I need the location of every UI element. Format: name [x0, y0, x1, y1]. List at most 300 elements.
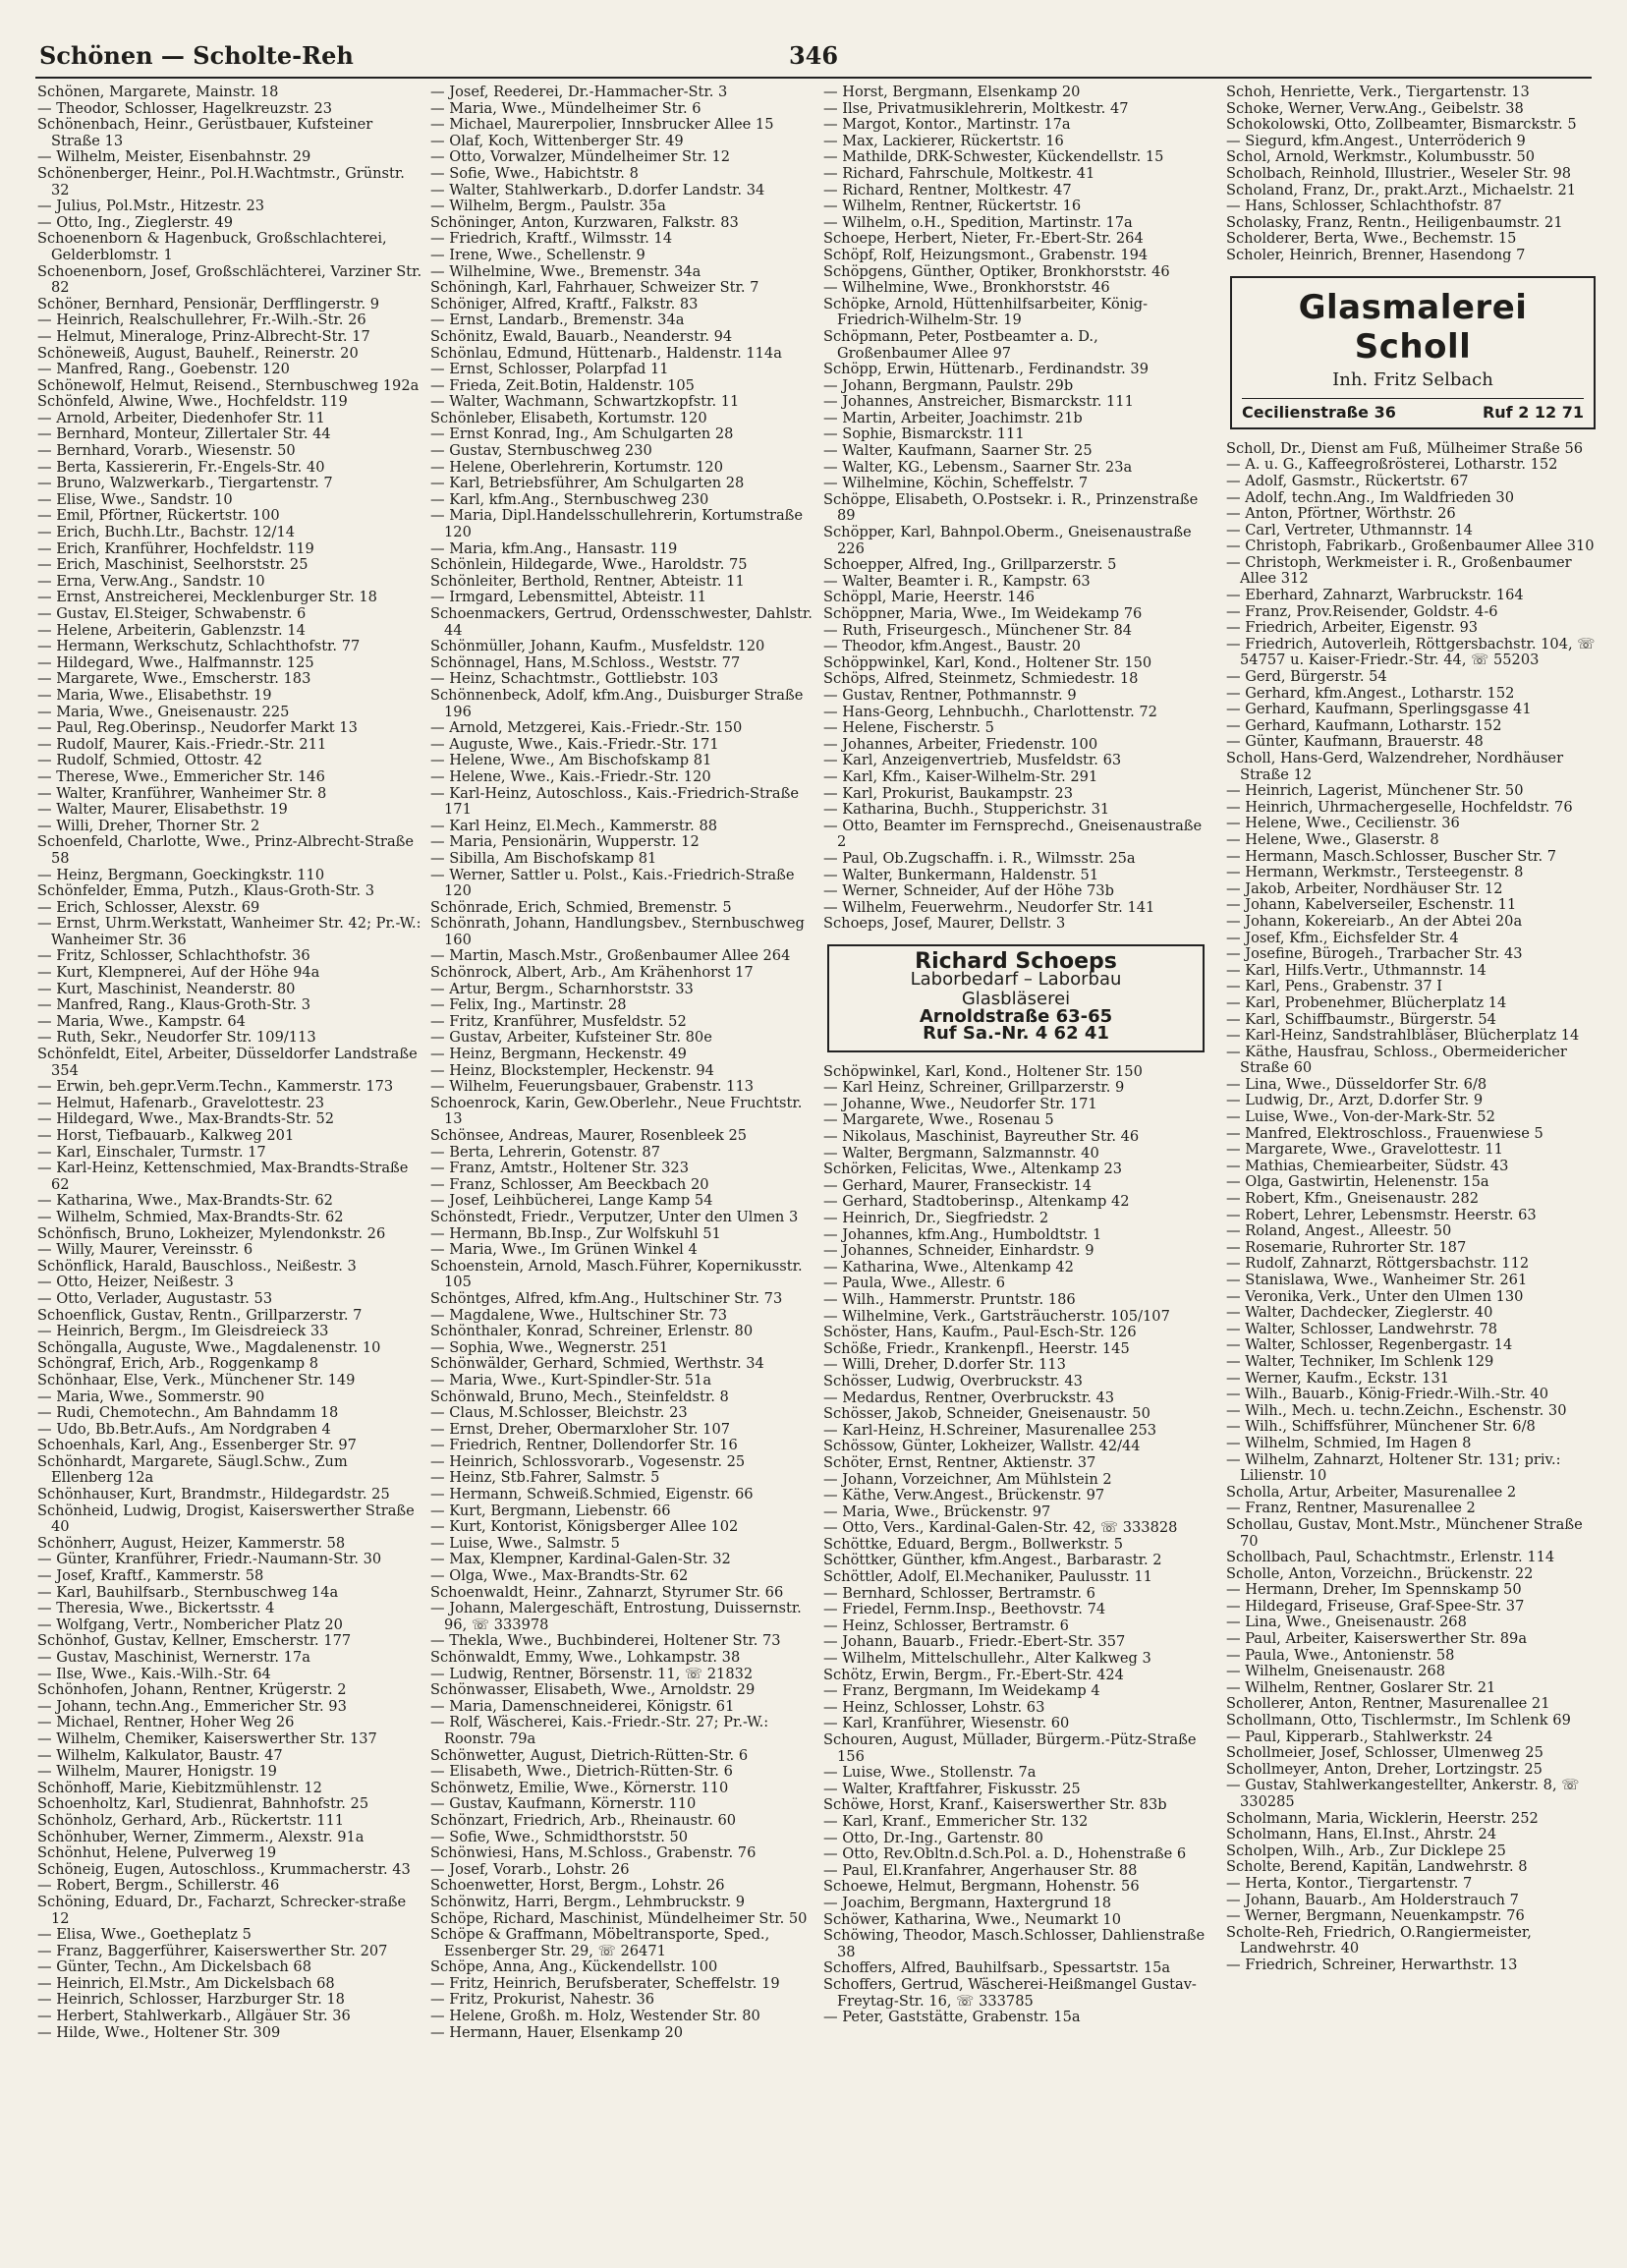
directory-entry: — Gerhard, Kaufmann, Sperlingsgasse 41 [1226, 701, 1532, 718]
directory-entry: — Erna, Verw.Ang., Sandstr. 10 [37, 572, 265, 590]
directory-entry: — Wilhelm, Rentner, Rückertstr. 16 [823, 198, 1082, 215]
directory-entry: — Paul, Kipperarb., Stahlwerkstr. 24 [1226, 1728, 1493, 1745]
directory-entry: — Helene, Arbeiterin, Gablenzstr. 14 [37, 621, 306, 639]
directory-entry: — Josefine, Bürogeh., Trarbacher Str. 43 [1226, 945, 1523, 963]
directory-entry: Scholand, Franz, Dr., prakt.Arzt., Michaelstr. 21 [1226, 181, 1577, 198]
directory-entry: — Heinrich, Schlosser, Harzburger Str. 18 [37, 1991, 345, 2009]
directory-entry: Schoewe, Helmut, Bergmann, Hohenstr. 56 [823, 1878, 1140, 1896]
directory-entry: — Walter, Kaufmann, Saarner Str. 25 [823, 442, 1093, 460]
directory-entry: — Bernhard, Vorarb., Wiesenstr. 50 [37, 442, 296, 460]
directory-entry: — Katharina, Wwe., Max-Brandts-Str. 62 [37, 1192, 333, 1210]
directory-entry: — Walter, Schlosser, Landwehrstr. 78 [1226, 1320, 1497, 1337]
directory-entry: — Otto, Rev.Obltn.d.Sch.Pol. a. D., Hohenstraße 6 [823, 1845, 1187, 1863]
directory-entry: Schouren, August, Müllader, Bürgerm.-Pütz-Straße 156 [823, 1731, 1197, 1765]
directory-entry: — Mathilde, DRK-Schwester, Kückendellstr. 15 [823, 148, 1164, 166]
directory-entry: — Helene, Fischerstr. 5 [823, 719, 994, 737]
directory-entry: — Helmut, Mineraloge, Prinz-Albrecht-Str. 17 [37, 327, 370, 345]
directory-entry: Schoenfeld, Charlotte, Wwe., Prinz-Albrecht-Straße 58 [37, 833, 415, 867]
directory-entry: — Felix, Ing., Martinstr. 28 [430, 996, 627, 1014]
directory-entry: Schöntges, Alfred, kfm.Ang., Hultschiner Str. 73 [430, 1289, 783, 1307]
directory-entry: — Eberhard, Zahnarzt, Warbruckstr. 164 [1226, 587, 1524, 604]
ad-contact-row [1242, 398, 1584, 422]
directory-entry: — Robert, Kfm., Gneisenaustr. 282 [1226, 1190, 1480, 1208]
directory-entry: — Karl, Probenehmer, Blücherplatz 14 [1226, 993, 1507, 1011]
directory-entry: — Gustav, El.Steiger, Schwabenstr. 6 [37, 605, 307, 622]
directory-entry: — Theodor, Schlosser, Hagelkreuzstr. 23 [37, 99, 333, 117]
directory-entry: — Herbert, Stahlwerkarb., Allgäuer Str. 36 [37, 2008, 351, 2025]
directory-entry: — Franz, Amtstr., Holtener Str. 323 [430, 1160, 689, 1177]
directory-entry: — Bernhard, Schlosser, Bertramstr. 6 [823, 1584, 1095, 1602]
directory-entry: Schol, Arnold, Werkmstr., Kolumbusstr. 50 [1226, 148, 1536, 166]
directory-entry: Schoenwetter, Horst, Bergm., Lohstr. 26 [430, 1877, 725, 1895]
directory-entry: Schönhoff, Marie, Kiebitzmühlenstr. 12 [37, 1779, 322, 1796]
directory-entry: — Günter, Kaufmann, Brauerstr. 48 [1226, 733, 1484, 751]
directory-entry: — Karl Heinz, Schreiner, Grillparzerstr. 9 [823, 1079, 1125, 1097]
directory-entry: — Helene, Großh. m. Holz, Westender Str. 80 [430, 2008, 760, 2025]
directory-entry: — Hermann, Dreher, Im Spennskamp 50 [1226, 1581, 1522, 1599]
directory-entry: Schönwasser, Elisabeth, Wwe., Arnoldstr. 29 [430, 1681, 756, 1699]
directory-entry: Schönrath, Johann, Handlungsbev., Sternbuschweg 160 [430, 915, 805, 948]
directory-entry: — Hildegard, Wwe., Max-Brandts-Str. 52 [37, 1110, 335, 1128]
directory-entry: Schoffers, Alfred, Bauhilfsarb., Spessartstr. 15a [823, 1959, 1171, 1977]
directory-entry: — Rolf, Wäscherei, Kais.-Friedr.-Str. 27; Pr.-W.: Roonstr. 79a [430, 1714, 769, 1747]
directory-entry: — Walter, Bunkermann, Haldenstr. 51 [823, 866, 1099, 883]
directory-entry: — Hildegard, Wwe., Halfmannstr. 125 [37, 653, 314, 671]
directory-entry: Schönhof, Gustav, Kellner, Emscherstr. 177 [37, 1632, 352, 1650]
directory-entry: — Horst, Bergmann, Elsenkamp 20 [823, 84, 1081, 100]
directory-entry: — Werner, Sattler u. Polst., Kais.-Friedrich-Straße 120 [430, 866, 795, 900]
directory-entry: Schoenmackers, Gertrud, Ordensschwester, Dahlstr. 44 [430, 605, 813, 639]
directory-entry: — Fritz, Kranführer, Musfeldstr. 52 [430, 1012, 687, 1030]
directory-entry: — Karl, Pens., Grabenstr. 37 I [1226, 978, 1443, 995]
directory-entry: — Ludwig, Rentner, Börsenstr. 11, ☏ 21832 [430, 1665, 754, 1682]
directory-entry: — Margarete, Wwe., Emscherstr. 183 [37, 670, 311, 688]
directory-entry: — Gustav, Maschinist, Wernerstr. 17a [37, 1649, 310, 1666]
directory-entry: — Ernst, Schlosser, Polarpfad 11 [430, 361, 669, 378]
directory-entry: — Heinz, Bergmann, Heckenstr. 49 [430, 1046, 687, 1063]
ad-address: Cecilienstraße 36 [1242, 403, 1396, 423]
directory-entry: — Christoph, Werkmeister i. R., Großenbaumer Allee 312 [1226, 553, 1572, 588]
directory-entry: Schoenenborn, Josef, Großschlächterei, Varziner Str. 82 [37, 262, 422, 297]
directory-entry: — Medardus, Rentner, Overbruckstr. 43 [823, 1389, 1115, 1406]
directory-entry: — Bernhard, Monteur, Zillertaler Str. 44 [37, 425, 331, 443]
directory-entry: — Wilhelmine, Wwe., Bremenstr. 34a [430, 262, 701, 280]
directory-entry: — Hermann, Bb.Insp., Zur Wolfskuhl 51 [430, 1224, 721, 1242]
directory-entry: — Maria, Wwe., Kurt-Spindler-Str. 51a [430, 1371, 712, 1389]
directory-entry: — Siegurd, kfm.Angest., Unterröderich 9 [1226, 132, 1526, 149]
directory-entry: Schöwing, Theodor, Masch.Schlosser, Dahlienstraße 38 [823, 1927, 1206, 1960]
ad-address: Arnoldstraße 63-65 [919, 1006, 1113, 1028]
directory-entry: — Kurt, Klempnerei, Auf der Höhe 94a [37, 964, 320, 982]
column-1 [37, 85, 422, 2041]
directory-entry: — Ruth, Sekr., Neudorfer Str. 109/113 [37, 1029, 316, 1047]
directory-entry: — Josef, Reederei, Dr.-Hammacher-Str. 3 [430, 84, 728, 100]
directory-entry: — Wilhelm, Chemiker, Kaiserswerther Str. 137 [37, 1729, 377, 1747]
directory-entry: Scholer, Heinrich, Brenner, Hasendong 7 [1226, 246, 1526, 263]
directory-entry: Schönhofen, Johann, Rentner, Krügerstr. 2 [37, 1681, 347, 1699]
directory-entry: — Christoph, Fabrikarb., Großenbaumer Allee 310 [1226, 538, 1595, 555]
directory-entry: Schösser, Ludwig, Overbruckstr. 43 [823, 1372, 1083, 1389]
directory-entry: — Otto, Verlader, Augustastr. 53 [37, 1289, 273, 1307]
directory-entry: — Olga, Gastwirtin, Helenenstr. 15a [1226, 1173, 1489, 1191]
directory-entry: Scholle, Anton, Vorzeichn., Brückenstr. 22 [1226, 1564, 1534, 1582]
directory-entry: Schönwetter, August, Dietrich-Rütten-Str. 6 [430, 1746, 749, 1764]
directory-entry: Schönwälder, Gerhard, Schmied, Werthstr. 34 [430, 1355, 764, 1373]
directory-entry: — Martin, Masch.Mstr., Großenbaumer Allee 264 [430, 947, 791, 965]
directory-entry: Schönlein, Hildegarde, Wwe., Haroldstr. 75 [430, 556, 748, 574]
directory-entry: — Helene, Wwe., Am Bischofskamp 81 [430, 752, 712, 769]
directory-entry: — Wilhelm, Bergm., Paulstr. 35a [430, 198, 666, 215]
directory-entry: — Karl, Anzeigenvertrieb, Musfeldstr. 63 [823, 752, 1122, 769]
running-head: Schönen — Scholte-Reh [39, 41, 354, 70]
directory-entry: — Wilhelm, Schmied, Max-Brandts-Str. 62 [37, 1208, 344, 1225]
column-2 [430, 85, 815, 2041]
directory-entry: — Günter, Techn., Am Dickelsbach 68 [37, 1958, 311, 1976]
directory-entry: — Johannes, Arbeiter, Friedenstr. 100 [823, 735, 1098, 753]
directory-entry: — Karl, Kranf., Emmericher Str. 132 [823, 1812, 1089, 1830]
directory-entry: — Luise, Wwe., Salmstr. 5 [430, 1534, 620, 1552]
directory-entry: — Wilhelm, Feuerungsbauer, Grabenstr. 113 [430, 1078, 755, 1096]
directory-entry: Schöttler, Adolf, El.Mechaniker, Paulusstr. 11 [823, 1568, 1152, 1586]
directory-entry: Schöngraf, Erich, Arb., Roggenkamp 8 [37, 1355, 318, 1373]
directory-entry: — Erich, Maschinist, Seelhorststr. 25 [37, 556, 309, 574]
directory-entry: Schollmeyer, Anton, Dreher, Lortzingstr. 25 [1226, 1760, 1543, 1778]
directory-entry: Schönhut, Helene, Pulverweg 19 [37, 1844, 277, 1862]
directory-entry: Schönen, Margarete, Mainstr. 18 [37, 84, 279, 100]
directory-entry: — Wilhelm, Zahnarzt, Holtener Str. 131; priv.: Lilienstr. 10 [1226, 1450, 1561, 1485]
directory-entry: — Ilse, Wwe., Kais.-Wilh.-Str. 64 [37, 1665, 271, 1682]
directory-entry: — Kurt, Maschinist, Neanderstr. 80 [37, 980, 296, 997]
directory-entry: Schollau, Gustav, Mont.Mstr., Münchener Straße 70 [1226, 1515, 1583, 1550]
directory-entry: — Wilhelmine, Wwe., Bronkhorststr. 46 [823, 279, 1110, 297]
directory-entry: — Karl, Einschaler, Turmstr. 17 [37, 1143, 266, 1161]
directory-entry: — Walter, Techniker, Im Schlenk 129 [1226, 1352, 1494, 1370]
header-rule [35, 77, 1592, 79]
directory-entry: — Wilhelm, Rentner, Goslarer Str. 21 [1226, 1678, 1496, 1696]
directory-entry: — Ruth, Friseurgesch., Münchener Str. 84 [823, 621, 1133, 639]
directory-entry: — Karl, Kfm., Kaiser-Wilhelm-Str. 291 [823, 767, 1098, 785]
directory-entry: — Wilhelm, Meister, Eisenbahnstr. 29 [37, 148, 311, 166]
directory-entry: — Friedrich, Schreiner, Herwarthstr. 13 [1226, 1956, 1518, 1973]
directory-entry: Schönwitz, Harri, Bergm., Lehmbruckstr. 9 [430, 1893, 746, 1910]
directory-entry: Schöttker, Günther, kfm.Angest., Barbarastr. 2 [823, 1552, 1162, 1569]
directory-entry: Scholte-Reh, Friedrich, O.Rangiermeister, Landwehrstr. 40 [1226, 1923, 1532, 1957]
directory-entry: Schönhaar, Else, Verk., Münchener Str. 149 [37, 1371, 356, 1389]
directory-entry: — Heinz, Schlosser, Lohstr. 63 [823, 1698, 1045, 1716]
directory-entry: — Gerhard, Maurer, Franseckistr. 14 [823, 1176, 1093, 1194]
directory-entry: Schöps, Alfred, Steinmetz, Schmiedestr. 18 [823, 670, 1139, 688]
directory-entry: — Heinrich, Realschullehrer, Fr.-Wilh.-Str. 26 [37, 312, 366, 329]
directory-entry: Scholl, Hans-Gerd, Walzendreher, Nordhäuser Straße 12 [1226, 750, 1564, 783]
directory-entry: — Johannes, kfm.Ang., Humboldtstr. 1 [823, 1225, 1102, 1243]
directory-entry: Schöpper, Karl, Bahnpol.Oberm., Gneisenaustraße 226 [823, 524, 1192, 557]
directory-entry: — Magdalene, Wwe., Hultschiner Str. 73 [430, 1306, 728, 1324]
directory-entry: Schönlau, Edmund, Hüttenarb., Haldenstr. 114a [430, 344, 782, 362]
directory-entry: — Rudi, Chemotechn., Am Bahndamm 18 [37, 1404, 339, 1422]
directory-entry: — Claus, M.Schlosser, Bleichstr. 23 [430, 1404, 688, 1422]
directory-entry: — Johann, Bergmann, Paulstr. 29b [823, 376, 1074, 394]
directory-entry: — Wilhelm, Kalkulator, Baustr. 47 [37, 1746, 283, 1764]
directory-entry: — Sophie, Bismarckstr. 111 [823, 425, 1025, 443]
directory-entry: — Horst, Tiefbauarb., Kalkweg 201 [37, 1127, 295, 1144]
directory-entry: — Auguste, Wwe., Kais.-Friedr.-Str. 171 [430, 735, 719, 753]
directory-entry: — Johann, Kabelverseiler, Eschenstr. 11 [1226, 896, 1517, 914]
directory-entry: Schöninger, Anton, Kurzwaren, Falkstr. 83 [430, 213, 739, 231]
directory-entry: — Fritz, Schlosser, Schlachthofstr. 36 [37, 947, 310, 965]
directory-entry: — Johann, Bauarb., Friedr.-Ebert-Str. 357 [823, 1633, 1126, 1651]
directory-entry: — Johann, Bauarb., Am Holderstrauch 7 [1226, 1891, 1519, 1908]
directory-entry: — Wilhelm, Mittelschullehr., Alter Kalkweg 3 [823, 1650, 1151, 1668]
directory-entry: — Gerhard, Kaufmann, Lotharstr. 152 [1226, 716, 1502, 734]
directory-entry: — Karl, kfm.Ang., Sternbuschweg 230 [430, 490, 709, 508]
directory-entry: — Käthe, Hausfrau, Schloss., Obermeidericher Straße 60 [1226, 1043, 1567, 1077]
directory-entry: — Erwin, beh.gepr.Verm.Techn., Kammerstr. 173 [37, 1078, 394, 1096]
directory-entry: — Irmgard, Lebensmittel, Abteistr. 11 [430, 589, 707, 606]
directory-entry: — Karl Heinz, El.Mech., Kammerstr. 88 [430, 817, 718, 834]
directory-entry: — Heinz, Blockstempler, Heckenstr. 94 [430, 1061, 714, 1079]
directory-entry: Scholmann, Hans, El.Inst., Ahrstr. 24 [1226, 1826, 1497, 1843]
column-4 [1226, 85, 1599, 1974]
directory-entry: — Paul, Arbeiter, Kaiserswerther Str. 89a [1226, 1630, 1528, 1648]
directory-entry: — Johann, techn.Ang., Emmericher Str. 93 [37, 1697, 347, 1715]
directory-entry: — Maria, Wwe., Gneisenaustr. 225 [37, 703, 290, 720]
directory-entry: — Bruno, Walzwerkarb., Tiergartenstr. 7 [37, 475, 333, 492]
directory-entry: — Udo, Bb.Betr.Aufs., Am Nordgraben 4 [37, 1420, 331, 1438]
directory-entry: Schoenstein, Arnold, Masch.Führer, Kopernikusstr. 105 [430, 1257, 803, 1291]
directory-entry: — Willi, Dreher, D.dorfer Str. 113 [823, 1356, 1066, 1374]
directory-entry: Schönzart, Friedrich, Arb., Rheinaustr. 60 [430, 1811, 737, 1829]
directory-entry: Schönfeld, Alwine, Wwe., Hochfeldstr. 119 [37, 393, 348, 411]
directory-entry: — Maria, Wwe., Kampstr. 64 [37, 1012, 246, 1030]
directory-entry: — Karl-Heinz, Kettenschmied, Max-Brandts-Straße 62 [37, 1160, 409, 1193]
directory-entry: — Jakob, Arbeiter, Nordhäuser Str. 12 [1226, 879, 1503, 897]
directory-entry: — Karl, Kranführer, Wiesenstr. 60 [823, 1715, 1070, 1732]
directory-entry: Schoenenborn & Hagenbuck, Großschlachterei, Gelderblomstr. 1 [37, 230, 387, 263]
directory-entry: — Fritz, Heinrich, Berufsberater, Scheffelstr. 19 [430, 1974, 780, 1992]
directory-entry: Schollmeier, Josef, Schlosser, Ulmenweg 25 [1226, 1744, 1543, 1762]
directory-entry: Schöngalla, Auguste, Wwe., Magdalenenstr. 10 [37, 1338, 381, 1356]
directory-entry: — Walter, KG., Lebensm., Saarner Str. 23a [823, 458, 1133, 476]
directory-entry: — Hermann, Masch.Schlosser, Buscher Str. 7 [1226, 847, 1557, 865]
directory-entry: — Karl-Heinz, Sandstrahlbläser, Blücherplatz 14 [1226, 1027, 1580, 1045]
directory-entry: — Otto, Ing., Zieglerstr. 49 [37, 213, 234, 231]
directory-entry: Scholl, Dr., Dienst am Fuß, Mülheimer Straße 56 [1226, 439, 1584, 457]
directory-entry: — Michael, Rentner, Hoher Weg 26 [37, 1714, 295, 1731]
directory-entry: Schössow, Günter, Lokheizer, Wallstr. 42/44 [823, 1438, 1141, 1455]
directory-entry: Scholmann, Maria, Wicklerin, Heerstr. 252 [1226, 1809, 1539, 1827]
advertisement-scholl [1230, 276, 1596, 429]
directory-entry: Schöneig, Eugen, Autoschloss., Krummacherstr. 43 [37, 1860, 411, 1878]
directory-entry: — Johann, Vorzeichner, Am Mühlstein 2 [823, 1470, 1112, 1488]
directory-entry: Schöttke, Eduard, Bergm., Bollwerkstr. 5 [823, 1535, 1124, 1553]
directory-entry: — Gerhard, kfm.Angest., Lotharstr. 152 [1226, 684, 1515, 702]
directory-entry: — Paula, Wwe., Antonienstr. 58 [1226, 1646, 1455, 1664]
directory-entry: — Otto, Dr.-Ing., Gartenstr. 80 [823, 1829, 1043, 1846]
directory-entry: Schönhardt, Margarete, Säugl.Schw., Zum Ellenberg 12a [37, 1452, 348, 1487]
directory-entry: — Helene, Oberlehrerin, Kortumstr. 120 [430, 458, 724, 476]
directory-entry: — Heinrich, El.Mstr., Am Dickelsbach 68 [37, 1974, 335, 1992]
directory-entry: — Karl-Heinz, Autoschloss., Kais.-Friedrich-Straße 171 [430, 784, 799, 819]
directory-entry: — Karl, Bauhilfsarb., Sternbuschweg 14a [37, 1583, 339, 1601]
directory-entry: — Ernst, Anstreicherei, Mecklenburger Str. 18 [37, 589, 377, 606]
page-number: 346 [788, 41, 839, 70]
directory-entry: — Olaf, Koch, Wittenberger Str. 49 [430, 132, 684, 149]
directory-entry: — Elise, Wwe., Sandstr. 10 [37, 490, 233, 508]
ad-line: Glasbläserei [961, 989, 1071, 1010]
directory-entry: Schoepe, Herbert, Nieter, Fr.-Ebert-Str. 264 [823, 230, 1144, 248]
directory-entry: — Ilse, Privatmusiklehrerin, Moltkestr. 47 [823, 99, 1129, 117]
directory-entry: — Willy, Maurer, Vereinsstr. 6 [37, 1241, 253, 1259]
directory-entry: — Mathias, Chemiearbeiter, Südstr. 43 [1226, 1157, 1509, 1174]
directory-entry: — Maria, Dipl.Handelsschullehrerin, Kortumstraße 120 [430, 507, 804, 541]
directory-entry: — Walter, Beamter i. R., Kampstr. 63 [823, 572, 1091, 590]
directory-entry: — Heinrich, Lagerist, Münchener Str. 50 [1226, 782, 1524, 800]
directory-entry: — Franz, Baggerführer, Kaiserswerther Str. 207 [37, 1942, 388, 1959]
directory-entry: — Franz, Prov.Reisender, Goldstr. 4-6 [1226, 602, 1498, 620]
directory-entry: — Ernst, Uhrm.Werkstatt, Wanheimer Str. 42; Pr.-W.: Wanheimer Str. 36 [37, 915, 421, 948]
directory-entry: — Rudolf, Maurer, Kais.-Friedr.-Str. 211 [37, 735, 327, 753]
directory-entry: — Max, Klempner, Kardinal-Galen-Str. 32 [430, 1551, 731, 1568]
directory-entry: Schoenholtz, Karl, Studienrat, Bahnhofstr. 25 [37, 1795, 369, 1813]
directory-entry: — Wilhelm, Schmied, Im Hagen 8 [1226, 1434, 1472, 1451]
directory-entry: — Helene, Wwe., Glaserstr. 8 [1226, 830, 1439, 848]
directory-entry: — Werner, Schneider, Auf der Höhe 73b [823, 882, 1114, 900]
directory-entry: — Berta, Kassiererin, Fr.-Engels-Str. 40 [37, 458, 325, 476]
directory-entry: — Paul, Ob.Zugschaffn. i. R., Wilmsstr. 25a [823, 849, 1136, 867]
directory-entry: Schönherr, August, Heizer, Kammerstr. 58 [37, 1534, 346, 1552]
directory-entry: Schöpgens, Günther, Optiker, Bronkhorststr. 46 [823, 262, 1170, 280]
directory-entry: Schönleiter, Berthold, Rentner, Abteistr. 11 [430, 572, 745, 590]
directory-entry: — Walter, Bergmann, Salzmannstr. 40 [823, 1144, 1099, 1162]
directory-entry: Schöneweiß, August, Bauhelf., Reinerstr. 20 [37, 344, 359, 362]
advertisement-schoeps [827, 944, 1205, 1052]
directory-entry: — Ernst, Landarb., Bremenstr. 34a [430, 312, 685, 329]
directory-entry: — Helene, Wwe., Cecilienstr. 36 [1226, 815, 1460, 832]
directory-entry: — Berta, Lehrerin, Gotenstr. 87 [430, 1143, 660, 1161]
column-3 [823, 85, 1208, 2026]
directory-entry: — Werner, Kaufm., Eckstr. 131 [1226, 1369, 1450, 1387]
directory-entry: Schöster, Hans, Kaufm., Paul-Esch-Str. 126 [823, 1324, 1137, 1341]
directory-entry: — Maria, Wwe., Im Grünen Winkel 4 [430, 1241, 698, 1259]
directory-entry: — Friedrich, Rentner, Dollendorfer Str. 16 [430, 1437, 738, 1454]
directory-entry: — Helmut, Hafenarb., Gravelottestr. 23 [37, 1094, 325, 1111]
directory-entry: Schoepper, Alfred, Ing., Grillparzerstr. 5 [823, 556, 1117, 574]
directory-entry: Schöningh, Karl, Fahrhauer, Schweizer Str. 7 [430, 279, 759, 297]
directory-entry: Schönnenbeck, Adolf, kfm.Ang., Duisburger Straße 196 [430, 686, 804, 720]
directory-entry: — Hildegard, Friseuse, Graf-Spee-Str. 37 [1226, 1597, 1525, 1615]
directory-entry: — Nikolaus, Maschinist, Bayreuther Str. 46 [823, 1128, 1140, 1146]
ad-subtitle: Inh. Fritz Selbach [1332, 369, 1493, 390]
directory-entry: — Walter, Wachmann, Schwartzkopfstr. 11 [430, 393, 740, 411]
directory-entry: — Karl, Hilfs.Vertr., Uthmannstr. 14 [1226, 961, 1487, 979]
directory-entry: — Josef, Vorarb., Lohstr. 26 [430, 1860, 630, 1878]
directory-entry: Schöwer, Katharina, Wwe., Neumarkt 10 [823, 1910, 1122, 1928]
directory-entry: — Gustav, Stahlwerkangestellter, Ankerstr. 8, ☏ 330285 [1226, 1777, 1580, 1810]
directory-entry: — Joachim, Bergmann, Haxtergrund 18 [823, 1894, 1112, 1911]
directory-entry: Schöppl, Marie, Heerstr. 146 [823, 589, 1036, 606]
directory-entry: — Maria, Wwe., Brückenstr. 97 [823, 1503, 1051, 1520]
directory-entry: — Kurt, Kontorist, Königsberger Allee 102 [430, 1518, 739, 1536]
directory-entry: — Heinz, Schlosser, Bertramstr. 6 [823, 1616, 1069, 1634]
directory-entry: — Herta, Kontor., Tiergartenstr. 7 [1226, 1874, 1473, 1892]
directory-entry: — Johannes, Schneider, Einhardstr. 9 [823, 1242, 1094, 1260]
directory-entry: — Heinrich, Bergm., Im Gleisdreieck 33 [37, 1323, 329, 1340]
directory-entry: Scholte, Berend, Kapitän, Landwehrstr. 8 [1226, 1858, 1528, 1876]
directory-entry: — Hermann, Hauer, Elsenkamp 20 [430, 2023, 684, 2041]
directory-entry: — Hilde, Wwe., Holtener Str. 309 [37, 2023, 281, 2041]
directory-entry: — Paul, Reg.Oberinsp., Neudorfer Markt 13 [37, 719, 358, 737]
directory-entry: — Robert, Bergm., Schillerstr. 46 [37, 1877, 280, 1895]
directory-entry: — Walter, Schlosser, Regenbergastr. 14 [1226, 1336, 1513, 1354]
directory-entry: Schöpe, Richard, Maschinist, Mündelheimer Str. 50 [430, 1909, 808, 1927]
directory-entry: — Manfred, Rang., Goebenstr. 120 [37, 361, 290, 378]
directory-entry: — Walter, Kranführer, Wanheimer Str. 8 [37, 784, 327, 802]
directory-entry: — Friedrich, Arbeiter, Eigenstr. 93 [1226, 619, 1479, 637]
directory-entry: — Richard, Fahrschule, Moltkestr. 41 [823, 164, 1095, 182]
directory-entry: — Karl, Schiffbaumstr., Bürgerstr. 54 [1226, 1010, 1496, 1028]
directory-entry: — Heinz, Stb.Fahrer, Salmstr. 5 [430, 1469, 660, 1487]
directory-entry: — Heinz, Bergmann, Goeckingkstr. 110 [37, 866, 325, 883]
directory-entry: — Hermann, Werkschutz, Schlachthofstr. 77 [37, 638, 361, 655]
directory-entry: — Gustav, Sternbuschweg 230 [430, 442, 652, 460]
directory-entry: Schoffers, Gertrud, Wäscherei-Heißmangel Gustav-Freytag-Str. 16, ☏ 333785 [823, 1975, 1197, 2010]
directory-entry: Schönenbach, Heinr., Gerüstbauer, Kufsteiner Straße 13 [37, 116, 373, 149]
directory-entry: — Maria, Damenschneiderei, Königstr. 61 [430, 1697, 735, 1715]
directory-entry: — Gustav, Rentner, Pothmannstr. 9 [823, 686, 1077, 704]
directory-entry: — Thekla, Wwe., Buchbinderei, Holtener Str. 73 [430, 1632, 781, 1650]
directory-entry: Schönnagel, Hans, M.Schloss., Weststr. 77 [430, 653, 741, 671]
directory-entry: Schösser, Jakob, Schneider, Gneisenaustr. 50 [823, 1405, 1150, 1423]
directory-entry: — Artur, Bergm., Scharnhorststr. 33 [430, 980, 694, 997]
directory-entry: — Sofie, Wwe., Habichtstr. 8 [430, 164, 639, 182]
directory-entry: — Manfred, Elektroschloss., Frauenwiese 5 [1226, 1124, 1543, 1142]
directory-entry: — Martin, Arbeiter, Joachimstr. 21b [823, 409, 1083, 426]
directory-entry: — Hans-Georg, Lehnbuchh., Charlottenstr. 72 [823, 703, 1157, 720]
directory-entry: Schöter, Ernst, Rentner, Aktienstr. 37 [823, 1453, 1096, 1471]
directory-entry: Schoenhals, Karl, Ang., Essenberger Str. 97 [37, 1437, 357, 1454]
directory-entry: — Maria, Wwe., Elisabethstr. 19 [37, 686, 272, 704]
directory-entry: Schönwiesi, Hans, M.Schloss., Grabenstr. 76 [430, 1844, 757, 1862]
directory-entry: Schöner, Bernhard, Pensionär, Derfflingerstr. 9 [37, 295, 380, 312]
directory-entry: Schönrock, Albert, Arb., Am Krähenhorst 17 [430, 964, 754, 982]
directory-entry: — Erich, Kranführer, Hochfeldstr. 119 [37, 539, 314, 557]
directory-entry: — Gerd, Bürgerstr. 54 [1226, 668, 1387, 686]
directory-entry: Schönenberger, Heinr., Pol.H.Wachtmstr., Grünstr. 32 [37, 164, 405, 198]
directory-entry: — Walter, Stahlwerkarb., D.dorfer Landstr. 34 [430, 181, 765, 198]
directory-entry: — Wilh., Hammerstr. Pruntstr. 186 [823, 1290, 1076, 1308]
directory-entry: — Richard, Rentner, Moltkestr. 47 [823, 181, 1072, 198]
directory-entry: Scholasky, Franz, Rentn., Heiligenbaumstr. 21 [1226, 213, 1563, 231]
directory-entry: — Günter, Kranführer, Friedr.-Naumann-Str. 30 [37, 1551, 382, 1568]
directory-entry: — Wilh., Mech. u. techn.Zeichn., Eschenstr. 30 [1226, 1401, 1567, 1419]
directory-entry: — Johann, Kokereiarb., An der Abtei 20a [1226, 912, 1523, 930]
directory-entry: Schöppwinkel, Karl, Kond., Holtener Str. 150 [823, 653, 1152, 671]
directory-entry: Scholla, Artur, Arbeiter, Masurenallee 2 [1226, 1483, 1517, 1501]
directory-entry: Schoeps, Josef, Maurer, Dellstr. 3 [823, 915, 1066, 933]
directory-entry: — Gerhard, Stadtoberinsp., Altenkamp 42 [823, 1193, 1130, 1211]
directory-entry: Schollbach, Paul, Schachtmstr., Erlenstr. 114 [1226, 1549, 1555, 1566]
directory-entry: — Karl-Heinz, H.Schreiner, Masurenallee 253 [823, 1421, 1157, 1439]
directory-entry: — Anton, Pförtner, Wörthstr. 26 [1226, 505, 1456, 523]
directory-entry: — Frieda, Zeit.Botin, Haldenstr. 105 [430, 376, 695, 394]
ad-title: Glasmalerei Scholl [1298, 287, 1528, 367]
directory-entry: Schöpke, Arnold, Hüttenhilfsarbeiter, König-Friedrich-Wilhelm-Str. 19 [823, 295, 1149, 329]
directory-entry: — Arnold, Arbeiter, Diedenhofer Str. 11 [37, 409, 325, 426]
directory-entry: — Otto, Heizer, Neißestr. 3 [37, 1274, 234, 1291]
directory-entry: — Erich, Buchh.Ltr., Bachstr. 12/14 [37, 524, 296, 541]
directory-entry: — Maria, Wwe., Mündelheimer Str. 6 [430, 99, 701, 117]
directory-entry: Schötz, Erwin, Bergm., Fr.-Ebert-Str. 424 [823, 1666, 1124, 1683]
